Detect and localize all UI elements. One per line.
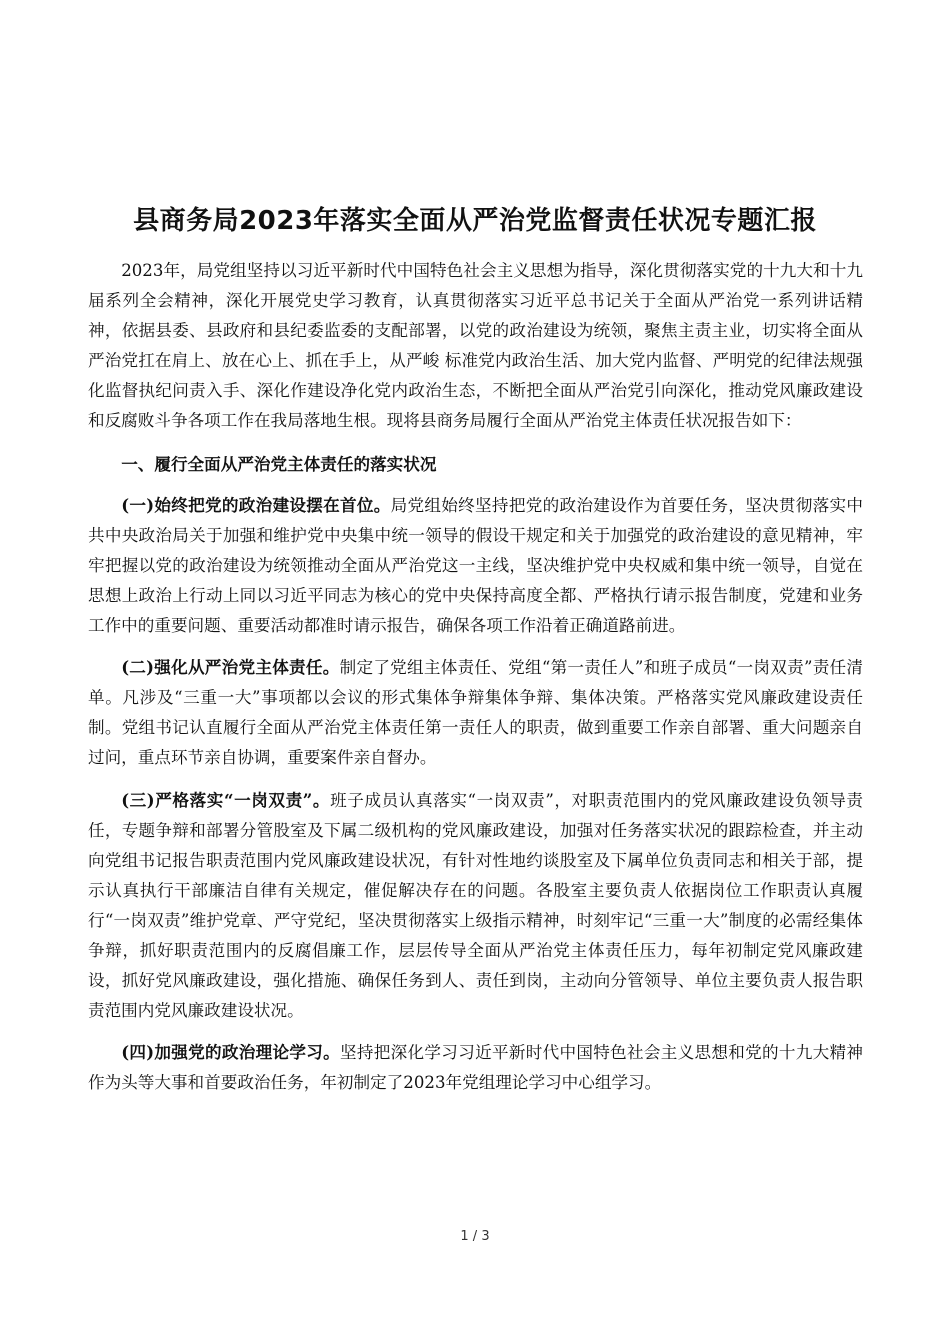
item-paragraph-2: [88, 652, 863, 773]
document-body: [88, 256, 863, 1098]
document-title: 县商务局2023年落实全面从严治党监督责任状况专题汇报: [133, 206, 817, 236]
item-paragraph-4: [88, 1037, 863, 1098]
section-heading: 一、履行全面从严治党主体责任的落实状况: [121, 453, 437, 474]
item-lead-4: (四)加强党的政治理论学习。: [121, 1042, 341, 1063]
page-number: 1 / 3: [460, 1229, 490, 1244]
item-body-4: 坚持把深化学习习近平新时代中国特色社会主义思想和党的十九大精神作为头等大事和首要政治任务，年初制定了2023年党组理论学习中心组学习。: [88, 1043, 864, 1093]
item-body-3: 班子成员认真落实“一岗双责”，对职责范围内的党风廉政建设负领导责任，专题争辩和部署分管股室及下属二级机构的党风廉政建设，加强对任务落实状况的跟踪检查，并主动向党组书记报告职责范围内党风廉政建设状况，有针对性地约谈股室及下属单位负责同志和相关于部，提示认真执行干部廉洁自律有关规定，催促解决存在的问题。各股室主要负责人依据岗位工作职责认真履行“一岗双责”维护党章、严守党纪，坚决贯彻落实上级指示精神，时刻牢记“三重一大”制度的必需经集体争辩，抓好职责范围内的反腐倡廉工作，层层传导全面从严治党主体责任压力，每年初制定党风廉政建设，抓好党风廉政建设，强化措施、确保任务到人、责任到岗，主动向分管领导、单位主要负责人报告职责范围内党风廉政建设状况。: [88, 790, 864, 1021]
item-lead-2: (二)强化从严治党主体责任。: [121, 657, 340, 678]
item-lead-1: (一)始终把党的政治建设摆在首位。: [121, 494, 391, 515]
item-body-2: 制定了党组主体责任、党组“第一责任人”和班子成员“一岗双责”责任清单。凡涉及“三重一大”事项都以会议的形式集体争辩集体争辩、集体决策。严格落实党风廉政建设责任制。党组书记认直履行全面从严治党主体责任第一责任人的职责，做到重要工作亲自部署、重大问题亲自过问，重点环节亲自协调，重要案件亲自督办。: [88, 658, 864, 768]
item-paragraph-3: [88, 785, 863, 1027]
item-body-1: 局党组始终坚持把党的政治建设作为首要任务，坚决贯彻落实中共中央政治局关于加强和维护党中央集中统一领导的假设干规定和关于加强党的政治建设的意见精神，牢牢把握以党的政治建设为统领推动全面从严治党这一主线，坚决维护党中央权威和集中统一领导，自觉在思想上政治上行动上同以习近平同志为核心的党中央保持高度全都、严格执行请示报告制度，党建和业务工作中的重要问题、重要活动都准时请示报告，确保各项工作沿着正确道路前进。: [88, 495, 863, 636]
item-paragraph-1: [88, 490, 863, 641]
intro-paragraph: 2023年，局党组坚持以习近平新时代中国特色社会主义思想为指导，深化贯彻落实党的十九大和十九届系列全会精神，深化开展党史学习教育，认真贯彻落实习近平总书记关于全面从严治党一系列讲话精神，依据县委、县政府和县纪委监委的支配部署，以党的政治建设为统领，聚焦主责主业，切实将全面从严治党扛在肩上、放在心上、抓在手上，从严峻 标准党内政治生活、加大党内监督、严明党的纪律法规强化监督执纪问责入手、深化作建设净化党内政治生态，不断把全面从严治党引向深化，推动党风廉政建设和反腐败斗争各项工作在我局落地生根。现将县商务局履行全面从严治党主体责任状况报告如下：: [88, 261, 863, 431]
item-lead-3: (三)严格落实“一岗双责”。: [121, 789, 331, 810]
